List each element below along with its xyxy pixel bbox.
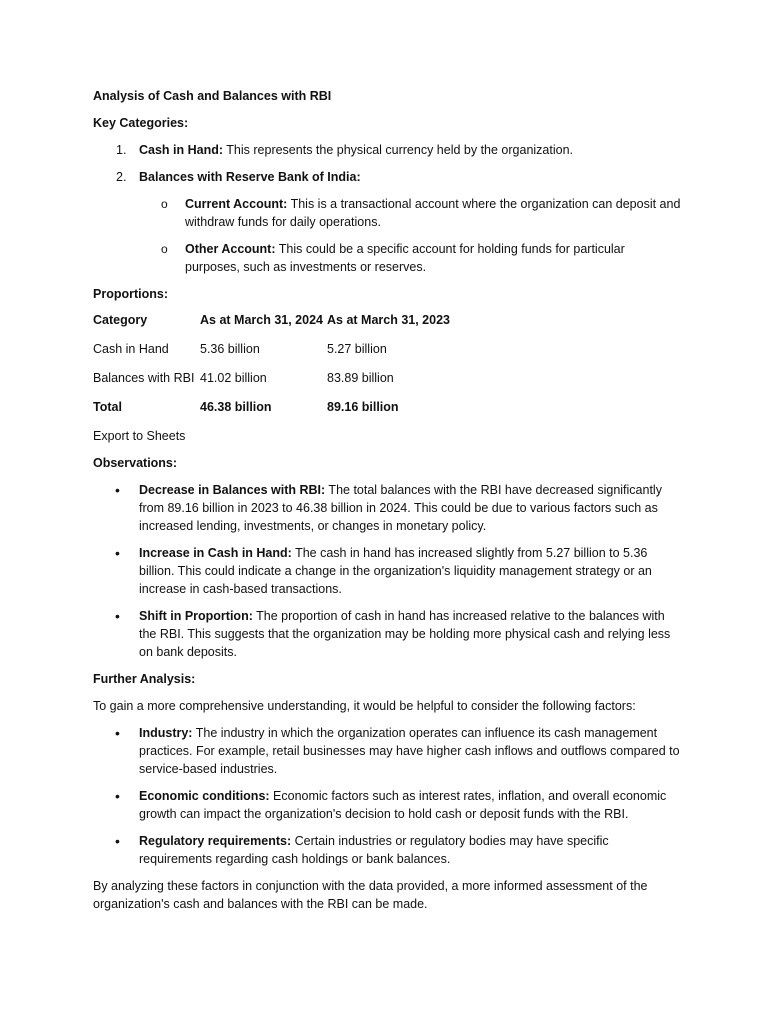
- table-row: [93, 334, 457, 363]
- list-item: [93, 832, 683, 868]
- observations-list: [93, 481, 683, 661]
- key-categories-list: [93, 141, 683, 186]
- item-term: Other Account:: [185, 242, 276, 256]
- proportions-heading: Proportions:: [93, 287, 168, 301]
- item-term: Industry:: [139, 726, 193, 740]
- item-text: This is a transactional account where the organization can deposit and withdraw funds for daily operations.: [185, 197, 681, 229]
- table-cell: 89.16 billion: [327, 399, 399, 414]
- list-item: [93, 141, 683, 159]
- list-item: [93, 787, 683, 823]
- bullet-icon: •: [115, 788, 120, 804]
- bullet-icon: •: [115, 482, 120, 498]
- item-text: The industry in which the organization operates can influence its cash management practices. For example, retail businesses may have higher cash inflows and outflows compared to service-based industries.: [139, 726, 680, 776]
- table-header-cell: As at March 31, 2024: [200, 312, 323, 327]
- list-item: [93, 724, 683, 778]
- item-term: Increase in Cash in Hand:: [139, 546, 292, 560]
- list-item: [93, 195, 683, 231]
- item-term: Shift in Proportion:: [139, 609, 253, 623]
- item-term: Decrease in Balances with RBI:: [139, 483, 326, 497]
- table-header-cell: As at March 31, 2023: [327, 312, 450, 327]
- table-header-row: [93, 305, 457, 334]
- observations-heading: Observations:: [93, 456, 178, 470]
- table-cell: Total: [93, 399, 122, 414]
- conclusion-paragraph: By analyzing these factors in conjunction with the data provided, a more informed assessment of the organization's cash and balances with the RBI can be made.: [93, 879, 648, 911]
- list-marker: o: [161, 242, 168, 256]
- table-row: [93, 363, 457, 392]
- item-term: Economic conditions:: [139, 789, 270, 803]
- table-total-row: [93, 392, 457, 421]
- item-text: The cash in hand has increased slightly from 5.27 billion to 5.36 billion. This could indicate a change in the organization's liquidity management strategy or an increase in cash-based transactions.: [139, 546, 652, 596]
- bullet-icon: •: [115, 608, 120, 624]
- list-item: [93, 168, 683, 186]
- rbi-accounts-list: [93, 195, 683, 276]
- table-cell: 83.89 billion: [327, 370, 394, 385]
- item-text: Certain industries or regulatory bodies may have specific requirements regarding cash holdings or bank balances.: [139, 834, 609, 866]
- item-text: The total balances with the RBI have decreased significantly from 89.16 billion in 2023 to 46.38 billion in 2024. This could be due to various factors such as increased lending, investments, or changes in monetary policy.: [139, 483, 662, 533]
- factors-list: [93, 724, 683, 868]
- item-term: Regulatory requirements:: [139, 834, 292, 848]
- export-to-sheets-link[interactable]: Export to Sheets: [93, 429, 186, 443]
- item-text: This could be a specific account for holding funds for particular purposes, such as investments or reserves.: [185, 242, 625, 274]
- key-categories-heading: Key Categories:: [93, 116, 189, 130]
- list-marker: 2.: [116, 170, 127, 184]
- item-text: This represents the physical currency held by the organization.: [223, 143, 574, 157]
- bullet-icon: •: [115, 545, 120, 561]
- list-marker: o: [161, 197, 168, 211]
- table-cell: 5.36 billion: [200, 341, 260, 356]
- proportions-table: [93, 305, 457, 421]
- list-item: [93, 240, 683, 276]
- list-item: [93, 607, 683, 661]
- table-cell: Balances with RBI: [93, 370, 195, 385]
- table-cell: 41.02 billion: [200, 370, 267, 385]
- item-text: The proportion of cash in hand has increased relative to the balances with the RBI. This suggests that the organization may be holding more physical cash and relying less on bank deposits.: [139, 609, 671, 659]
- document-title: Analysis of Cash and Balances with RBI: [93, 89, 332, 103]
- bullet-icon: •: [115, 833, 120, 849]
- further-analysis-heading: Further Analysis:: [93, 672, 196, 686]
- item-term: Cash in Hand:: [139, 143, 224, 157]
- list-item: [93, 481, 683, 535]
- document-page: [93, 87, 683, 913]
- table-header-cell: Category: [93, 312, 148, 327]
- item-term: Balances with Reserve Bank of India:: [139, 170, 361, 184]
- further-analysis-intro: To gain a more comprehensive understanding, it would be helpful to consider the following factors:: [93, 699, 636, 713]
- item-text: Economic factors such as interest rates, inflation, and overall economic growth can impact the organization's decision to hold cash or deposit funds with the RBI.: [139, 789, 667, 821]
- table-cell: Cash in Hand: [93, 341, 169, 356]
- table-cell: 46.38 billion: [200, 399, 272, 414]
- list-item: [93, 544, 683, 598]
- item-term: Current Account:: [185, 197, 288, 211]
- bullet-icon: •: [115, 725, 120, 741]
- list-marker: 1.: [116, 143, 127, 157]
- table-cell: 5.27 billion: [327, 341, 387, 356]
